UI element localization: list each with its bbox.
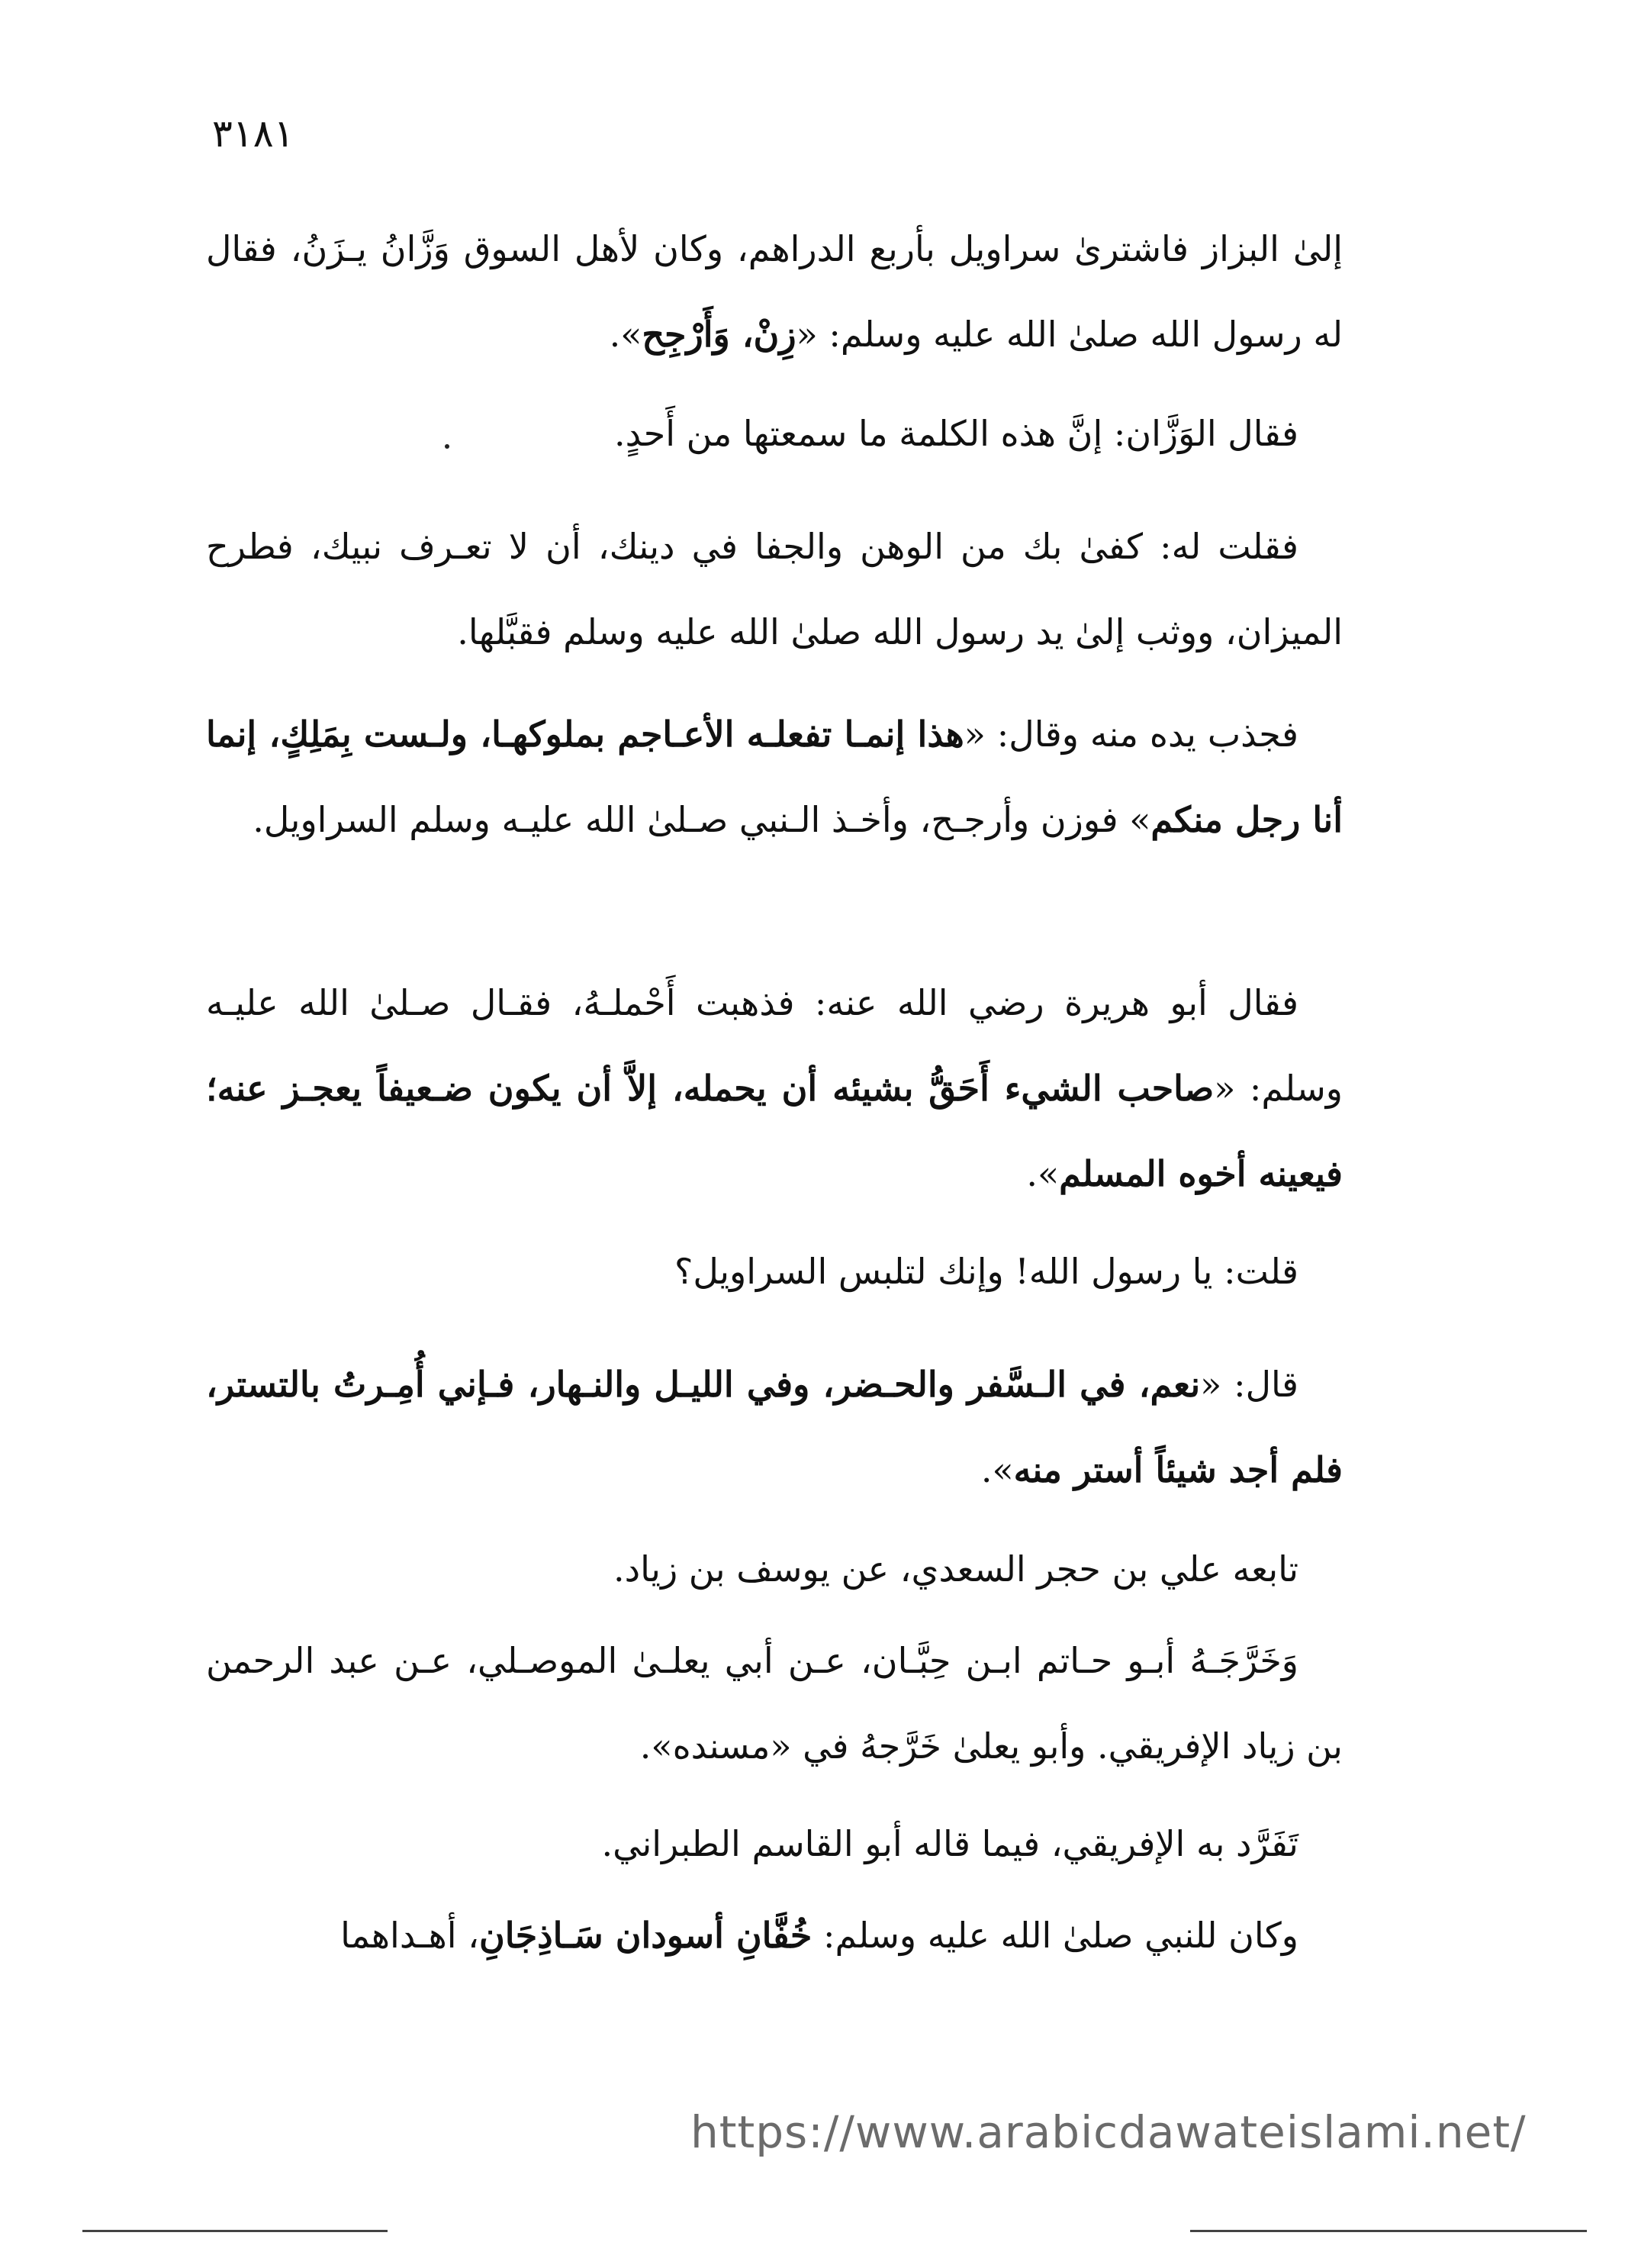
text-segment: فقلت له: كفىٰ بك من الوهن والجفا في دينك، أن لا تعـرف نبيك، فطرح الميزان، ووثب إلىٰ يد رسول الله صلىٰ الله عليه وسلم فقبَّلها.	[206, 526, 1343, 652]
text-segment: ، أهـداهما	[340, 1915, 479, 1956]
text-segment: ».	[609, 314, 642, 355]
paragraph-8	[206, 1526, 1343, 1612]
bold-segment: زِنْ، وَأَرْجِح	[642, 314, 796, 355]
watermark-url: https://www.arabicdawateislami.net/	[690, 2106, 1527, 2158]
paragraph-1	[206, 206, 1343, 377]
paragraph-11	[206, 1893, 1343, 1978]
stray-dot-mark	[445, 444, 449, 449]
text-segment: ».	[1026, 1153, 1060, 1194]
text-segment: وكان للنبي صلىٰ الله عليه وسلم:	[812, 1915, 1298, 1956]
text-segment: قلت: يا رسول الله! وإنك لتلبس السراويل؟	[674, 1251, 1298, 1292]
text-segment: فقال الوَزَّان: إنَّ هذه الكلمة ما سمعتها من أَحدٍ.	[614, 413, 1298, 454]
text-segment: فقال أبو هريرة رضي الله عنه: فذهبت أَحْملـهُ، فقـال صـلىٰ الله عليـه وسلم: «	[206, 982, 1343, 1109]
bold-segment: خُفَّانِ أسودان سَـاذِجَانِ	[478, 1915, 812, 1956]
bold-segment: نعم، في الـسَّفر والحـضر، وفي الليـل والنـهار، فـإني أُمِـرتُ بالتستر، فلم أجد شيئاً أستر منه	[206, 1364, 1343, 1490]
paragraph-10	[206, 1801, 1343, 1886]
text-segment: » فوزن وأرجـح، وأخـذ الـنبي صـلىٰ الله عليـه وسلم السراويل.	[253, 799, 1151, 840]
text-segment: فجذب يده منه وقال: «	[964, 714, 1298, 755]
paragraph-3	[206, 504, 1343, 675]
text-segment: إلىٰ البزاز فاشترىٰ سراويل بأربع الدراهم، وكان لأهل السوق وَزَّانُ يـزَنُ، فقال له رسول الله صلىٰ الله عليه وسلم: «	[206, 228, 1343, 355]
paragraph-5	[206, 960, 1343, 1216]
paragraph-9	[206, 1618, 1343, 1789]
paragraph-4	[206, 691, 1343, 862]
footer-rule-left	[82, 2230, 388, 2232]
text-segment: تَفَرَّد به الإفريقي، فيما قاله أبو القاسم الطبراني.	[601, 1823, 1298, 1864]
text-segment: ».	[980, 1449, 1014, 1490]
bold-segment: هذا إنمـا تفعلـه الأعـاجم بملوكهـا، ولـست بِمَلِكٍ، إنما أنا رجل منكم	[206, 714, 1343, 840]
text-segment: قال: «	[1200, 1364, 1298, 1405]
paragraph-2	[206, 391, 1343, 476]
paragraph-7	[206, 1342, 1343, 1513]
text-segment: وَخَرَّجَـهُ أبـو حـاتم ابـن حِبَّـان، عـن أبي يعلـىٰ الموصـلي، عـن عبد الرحمن بن زياد الإفريقي. وأبو يعلىٰ خَرَّجهُ في «مسنده».	[206, 1640, 1343, 1767]
text-segment: تابعه علي بن حجر السعدي، عن يوسف بن زياد.	[613, 1548, 1298, 1590]
paragraph-6	[206, 1229, 1343, 1314]
bold-segment: صاحب الشيء أَحَقُّ بشيئه أن يحمله، إلاَّ أن يكون ضـعيفاً يعجـز عنه؛ فيعينه أخوه المسلم	[206, 1068, 1343, 1194]
footer-rule-right	[1190, 2230, 1587, 2232]
page-number: ٣١٨١	[212, 111, 294, 156]
